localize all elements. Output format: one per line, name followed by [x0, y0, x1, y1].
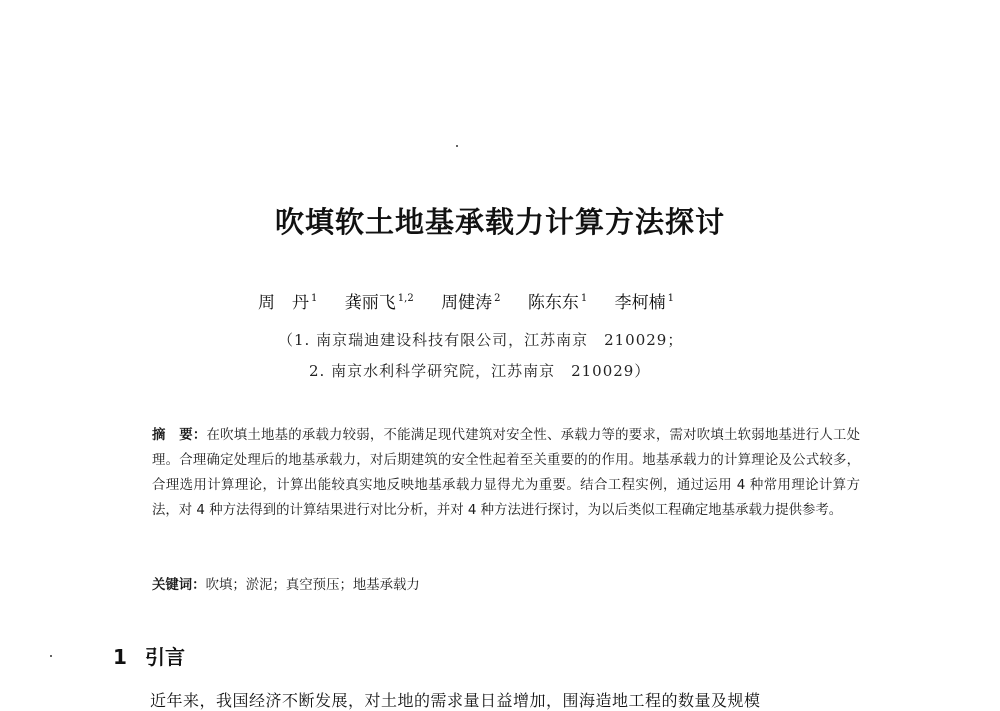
keywords-label: 关键词： — [152, 578, 206, 593]
author-name: 龚丽飞 — [344, 293, 396, 313]
scan-speck — [50, 655, 52, 657]
abstract-label: 摘 要： — [152, 428, 207, 443]
author — [258, 288, 317, 313]
paper-title: 吹填软土地基承载力计算方法探讨 — [274, 205, 725, 239]
keywords — [152, 574, 420, 593]
author — [345, 288, 414, 313]
author — [528, 288, 587, 313]
author-list — [258, 288, 778, 313]
section-heading — [113, 641, 185, 670]
author-name: 陈东东 — [527, 293, 579, 313]
affiliation-1: （1. 南京瑞迪建设科技有限公司，江苏南京 210029； — [278, 331, 684, 349]
keywords-text: 吹填；淤泥；真空预压；地基承载力 — [205, 578, 420, 593]
author-name: 李柯楠 — [614, 293, 666, 313]
body-paragraph: 近年来，我国经济不断发展，对土地的需求量日益增加，围海造地工程的数量及规模 — [150, 691, 761, 710]
author-affiliation-mark: 2 — [494, 293, 501, 305]
section-number: 1 — [113, 645, 127, 669]
affiliation-2: 2. 南京水利科学研究院，江苏南京 210029） — [309, 362, 651, 380]
section-title: 引言 — [145, 645, 185, 669]
author — [441, 288, 500, 313]
author-name: 周健涛 — [441, 293, 493, 313]
scan-speck — [456, 145, 458, 147]
abstract-text: 在吹填土地基的承载力较弱，不能满足现代建筑对安全性、承载力等的要求，需对吹填土软弱地基进行人工处理。合理确定处理后的地基承载力，对后期建筑的安全性起着至关重要的的作用。地基承载力的计算理论及公式较多，合理选用计算理论，计算出能较真实地反映地基承载力显得尤为重要。结合工程实例，通过运用 4 种常用理论计算方法，对 4 种方法得到的计算结果进行对比分析，并对 4 种方法进行探讨，为以后类似工程确定地基承载力提供参考。 — [152, 428, 861, 518]
abstract — [152, 423, 860, 523]
author-affiliation-mark: 1,2 — [397, 293, 414, 305]
author — [615, 288, 674, 313]
author-affiliation-mark: 1 — [580, 293, 588, 305]
author-affiliation-mark: 1 — [311, 293, 318, 305]
author-name: 周 丹 — [258, 293, 309, 313]
author-affiliation-mark: 1 — [667, 293, 675, 305]
